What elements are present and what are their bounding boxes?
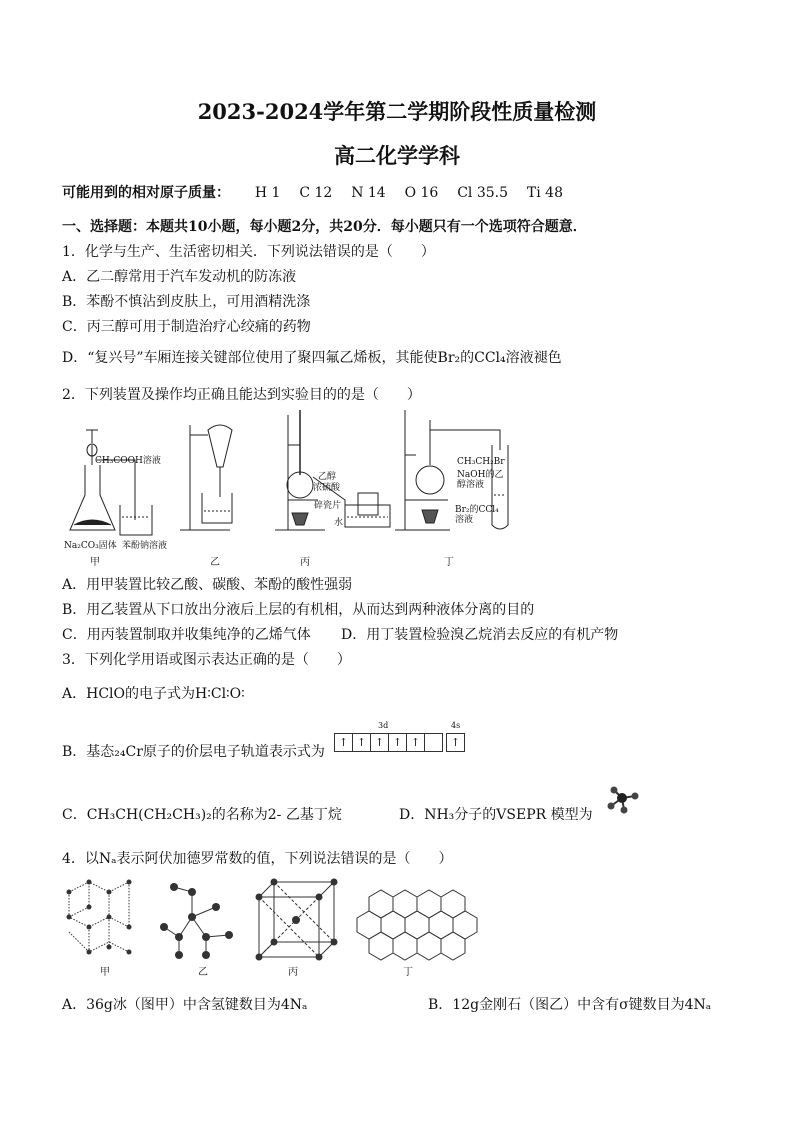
q1-option-b: B．苯酚不慎沾到皮肤上，可用酒精洗涤 xyxy=(62,294,311,310)
ding-tube-label-1: Br₂的CCl₄ xyxy=(455,505,499,515)
q2-caption-ding: 丁 xyxy=(444,557,454,568)
q4-stem: 4．以Nₐ表示阿伏加德罗常数的值，下列说法错误的是（ ） xyxy=(62,851,453,867)
q3-option-a xyxy=(62,683,245,703)
orbital-3d-boxes xyxy=(334,733,442,752)
orbital-4s-label: 4s xyxy=(451,721,461,730)
ding-flask-label-1: CH₃CH₂Br xyxy=(457,457,505,467)
q3-option-d: D．NH₃分子的VSEPR 模型为 xyxy=(399,807,593,823)
graphene-lattice xyxy=(357,890,477,960)
jia-beaker-label: 苯酚钠溶液 xyxy=(122,541,168,551)
q1-option-d: D．“复兴号”车厢连接关键部位使用了聚四氟乙烯板，其能使Br₂的CCl₄溶液褪色 xyxy=(62,350,562,366)
section1-heading: 一、选择题：本题共10小题，每小题2分，共20分．每小题只有一个选项符合题意． xyxy=(62,219,587,235)
bing-water-label: 水 xyxy=(334,518,344,528)
q2-caption-jia: 甲 xyxy=(90,557,100,568)
vsepr-model-icon xyxy=(608,784,642,814)
q2-caption-bing: 丙 xyxy=(300,557,310,568)
q3-a-text: A．HClO的电子式为 xyxy=(62,686,195,702)
q2-stem: 2．下列装置及操作均正确且能达到实验目的的是（ ） xyxy=(62,387,421,403)
orbital-box: ↑ xyxy=(406,733,425,752)
orbital-box: ↑ xyxy=(388,733,407,752)
q4-caption-jia: 甲 xyxy=(100,967,110,978)
mass-ti: Ti 48 xyxy=(526,185,563,201)
q2-option-d: D．用丁装置检验溴乙烷消去反应的有机产物 xyxy=(341,627,619,643)
q4-structures-figure xyxy=(64,877,484,962)
jia-solid-label: Na₂CO₃固体 xyxy=(64,541,117,551)
atomic-mass-line xyxy=(62,182,577,202)
q2-option-a: A．用甲装置比较乙酸、碳酸、苯酚的酸性强弱 xyxy=(62,577,353,593)
bing-flask-label: 乙醇 xyxy=(318,472,337,482)
q2-caption-yi: 乙 xyxy=(210,557,220,568)
bing-acid-label: 浓硫酸 xyxy=(313,483,341,493)
q1-option-a: A．乙二醇常用于汽车发动机的防冻液 xyxy=(62,269,297,285)
q4-option-a: A．36g冰（图甲）中含氢键数目为4Nₐ xyxy=(62,997,308,1013)
orbital-3d-label: 3d xyxy=(378,721,389,730)
bing-chip-label: 碎瓷片 xyxy=(314,501,342,511)
orbital-box: ↑ xyxy=(352,733,371,752)
orbital-box xyxy=(424,733,443,752)
mass-c: C 12 xyxy=(299,185,333,201)
q3-option-c: C．CH₃CH(CH₂CH₃)₂的名称为2- 乙基丁烷 xyxy=(62,807,342,823)
q2-option-c: C．用丙装置制取并收集纯净的乙烯气体 xyxy=(62,627,311,643)
q1-option-c: C．丙三醇可用于制造治疗心绞痛的药物 xyxy=(62,319,311,335)
q4-caption-ding: 丁 xyxy=(403,967,413,978)
jia-acid-label: CH₃COOH溶液 xyxy=(95,456,161,466)
q3-a-formula: H∶Cl∶O∶ xyxy=(195,686,245,702)
mass-cl: Cl 35.5 xyxy=(457,185,509,201)
q4-caption-bing: 丙 xyxy=(288,967,298,978)
ding-tube-label-2: 溶液 xyxy=(455,515,474,525)
atomic-mass-label: 可能用到的相对原子质量： xyxy=(62,185,230,201)
exam-title: 2023-2024学年第二学期阶段性质量检测 xyxy=(197,99,597,124)
orbital-box: ↑ xyxy=(446,733,465,752)
q2-option-b: B．用乙装置从下口放出分液后上层的有机相，从而达到两种液体分离的目的 xyxy=(62,602,535,618)
q4-caption-yi: 乙 xyxy=(198,967,208,978)
mass-n: N 14 xyxy=(351,185,386,201)
q4-option-b: B．12g金刚石（图乙）中含有σ键数目为4Nₐ xyxy=(428,997,712,1013)
q3-option-b: B．基态₂₄Cr原子的价层电子轨道表示式为 xyxy=(62,744,325,760)
mass-h: H 1 xyxy=(254,185,281,201)
mass-o: O 16 xyxy=(404,185,439,201)
orbital-box: ↑ xyxy=(370,733,389,752)
orbital-4s-box xyxy=(446,733,464,752)
q3-stem: 3．下列化学用语或图示表达正确的是（ ） xyxy=(62,652,351,668)
ding-flask-label-3: 醇溶液 xyxy=(457,480,485,490)
orbital-box: ↑ xyxy=(334,733,353,752)
q1-stem: 1．化学与生产、生活密切相关．下列说法错误的是（ ） xyxy=(62,244,435,260)
ding-flask-label-2: NaOH的乙 xyxy=(457,470,504,480)
subject-title: 高二化学学科 xyxy=(334,143,460,168)
